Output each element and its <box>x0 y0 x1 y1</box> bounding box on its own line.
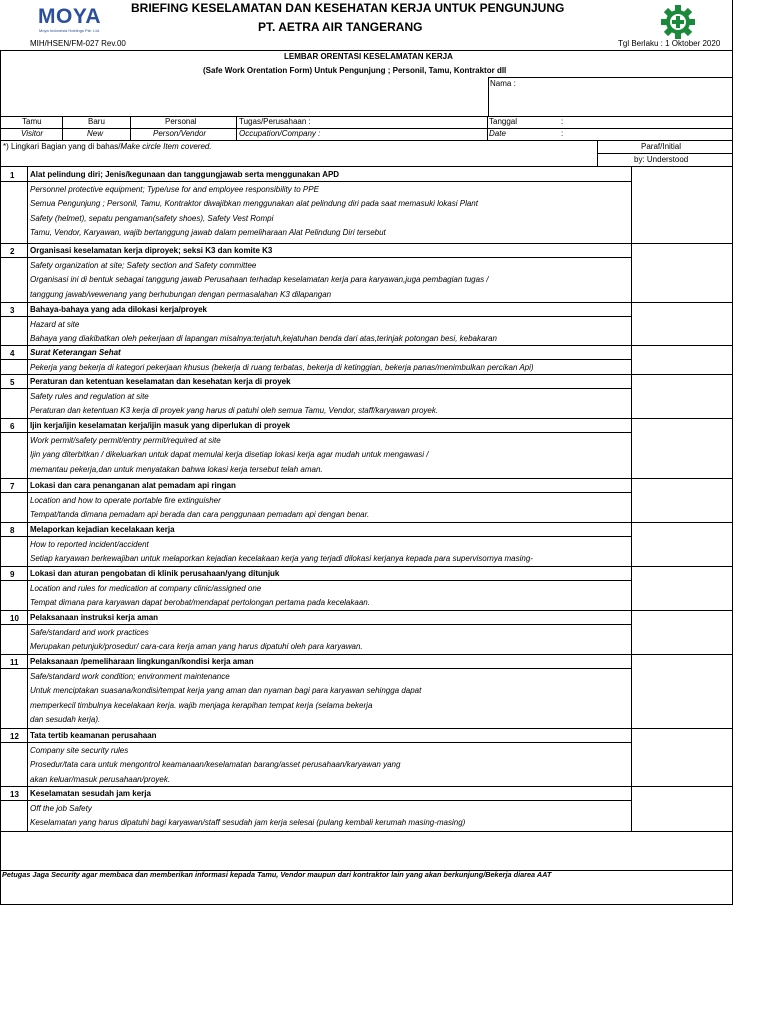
item-description-line: Organisasi ini di bentuk sebagai tanggung jawab Perusahaan terhadap keselamatan kerja para karyawan,juga pembagian tugas / <box>30 275 489 285</box>
date-colon-2: : <box>561 129 564 138</box>
item-number[interactable]: 11 <box>10 658 19 667</box>
item-description-line: memperkecil timbulnya kecelakaan kerja. wajib menjaga kerapihan tempat kerja (selama bekerja <box>30 700 373 710</box>
initial-box[interactable] <box>632 478 732 522</box>
initial-box[interactable] <box>632 418 732 478</box>
paraf-label: Paraf/Initial <box>641 142 682 151</box>
item-number[interactable]: 12 <box>10 732 19 741</box>
category-baru[interactable]: Baru <box>88 117 105 126</box>
item-number[interactable]: 8 <box>10 526 15 535</box>
item-description-line: Tamu, Vendor, Karyawan, wajib bertanggung jawab dalam pemeliharaan Alat Pelindung Diri tersebut <box>30 228 386 238</box>
footer-note: Petugas Jaga Security agar membaca dan memberikan informasi kepada Tamu, Vendor maupun dari kontraktor lain yang akan berkunjung/Bekerja diarea AAT <box>2 870 552 879</box>
item-description-line: Bahaya yang diakibatkan oleh pekerjaan di lapangan misalnya:terjatuh,kejatuhan benda dari atas,terinjak potongan besi, kebakaran <box>30 334 497 344</box>
item-number[interactable]: 6 <box>10 422 15 431</box>
item-description-line: Company site security rules <box>30 745 129 755</box>
item-description-line: Ijin yang diterbitkan / dikeluarkan untuk dapat memulai kerja disetiap lokasi kerja agar mudah untuk mengawasi / <box>30 450 429 460</box>
effective-date: Tgl Berlaku : 1 Oktober 2020 <box>618 39 721 48</box>
item-title: Tata tertib keamanan perusahaan <box>30 731 157 740</box>
item-title: Pelaksanaan instruksi kerja aman <box>30 613 159 622</box>
item-title: Organisasi keselamatan kerja diproyek; seksi K3 dan komite K3 <box>30 246 273 255</box>
category-personal[interactable]: Personal <box>165 117 197 126</box>
item-description-line: How to reported incident/accident <box>30 539 149 549</box>
item-description-line: Personnel protective equipment; Type/use for and employee responsibility to PPE <box>30 184 319 194</box>
company-field-label-en: Occupation/Company : <box>239 129 321 138</box>
item-description-line: dan sesudah kerja). <box>30 715 101 725</box>
initial-box[interactable] <box>632 654 732 728</box>
item-description-line: memantau pekerja,dan untuk menyatakan bahwa lokasi kerja tersebut telah aman. <box>30 464 323 474</box>
initial-box[interactable] <box>632 167 732 243</box>
item-description-line: Pekerja yang bekerja di kategori pekerjaan khusus (bekerja di ruang terbatas, bekerja di ketinggian, bekerja panas/menimbulkan percikan Api) <box>30 362 534 372</box>
form-subtitle: (Safe Work Orentation Form) Untuk Pengunjung ; Personil, Tamu, Kontraktor dll <box>203 66 507 75</box>
name-field[interactable] <box>520 78 730 116</box>
item-description-line: Safe/standard work condition; environment maintenance <box>30 671 230 681</box>
item-description-line: Hazard at site <box>30 319 80 329</box>
form-code: MIH/HSEN/FM-027 Rev.00 <box>30 39 126 48</box>
item-number[interactable]: 7 <box>10 482 15 491</box>
initial-box[interactable] <box>632 345 732 374</box>
item-number[interactable]: 4 <box>10 349 15 358</box>
company-logo-tagline: Moya Indonesia Holdings Pte. Ltd. <box>39 28 100 33</box>
initial-box[interactable] <box>632 728 732 786</box>
item-description-line: Setiap karyawan berkewajiban untuk melaporkan kejadian kecelakaan kerja yang terjadi dilokasi kerjanya kepada para supervisornya masing- <box>30 554 533 564</box>
date-label-en: Date <box>489 129 506 138</box>
item-title: Peraturan dan ketentuan keselamatan dan kesehatan kerja di proyek <box>30 377 291 386</box>
item-description-line: Keselamatan yang harus dipatuhi bagi karyawan/staff sesudah jam kerja selesai (pulang kembali kerumah masing-masing) <box>30 818 466 828</box>
item-description-line: Peraturan dan ketentuan K3 kerja di proyek yang harus di patuhi oleh semua Tamu, Vendor, staff/karyawan proyek. <box>30 406 439 416</box>
item-description-line: Safety rules and regulation at site <box>30 391 149 401</box>
item-description-line: Work permit/safety permit/entry permit/required at site <box>30 435 221 445</box>
item-description-line: Prosedur/tata cara untuk mengontrol keamanaan/keselamatan barang/asset perusahaan/karyawan yang <box>30 760 401 770</box>
initial-box[interactable] <box>632 243 732 302</box>
item-description-line: Safe/standard and work practices <box>30 627 149 637</box>
item-number[interactable]: 10 <box>10 614 19 623</box>
initial-box[interactable] <box>632 522 732 566</box>
company-logo: MOYA <box>38 5 102 28</box>
company-name: PT. AETRA AIR TANGERANG <box>258 20 423 34</box>
instruction-text: *) Lingkari Bagian yang di bahas/Make circle Item covered. <box>3 142 212 151</box>
item-title: Surat Keterangan Sehat <box>30 348 121 357</box>
item-description-line: akan keluar/masuk perusahaan/proyek. <box>30 774 171 784</box>
item-number[interactable]: 1 <box>10 171 15 180</box>
item-description-line: Safety (helmet), sepatu pengaman(safety shoes), Safety Vest Rompi <box>30 213 274 223</box>
item-number[interactable]: 5 <box>10 378 15 387</box>
category-tamu[interactable]: Tamu <box>22 117 42 126</box>
item-description-line: Tempat dimana para karyawan dapat berobat/mendapat pertolongan pertama pada kecelakaan. <box>30 598 370 608</box>
initial-box[interactable] <box>632 786 732 831</box>
page-title: BRIEFING KESELAMATAN DAN KESEHATAN KERJA UNTUK PENGUNJUNG <box>131 1 565 15</box>
category-visitor[interactable]: Visitor <box>21 129 44 138</box>
item-title: Bahaya-bahaya yang ada dilokasi kerja/proyek <box>30 305 207 314</box>
item-description-line: Off the job Safety <box>30 803 92 813</box>
item-description-line: Tempat/tanda dimana pemadam api berada dan cara penggunaan pemadam api dengan benar. <box>30 510 370 520</box>
item-title: Ijin kerja/ijin keselamatan kerja/ijin masuk yang diperlukan di proyek <box>30 421 291 430</box>
item-number[interactable]: 3 <box>10 306 15 315</box>
initial-box[interactable] <box>632 302 732 345</box>
item-description-line: tanggung jawab/wewenang yang berhubungan dengan permasalahan K3 dilapangan <box>30 289 332 299</box>
item-title: Alat pelindung diri; Jenis/kegunaan dan tanggungjawab serta menggunakan APD <box>30 170 340 179</box>
date-label-id: Tanggal <box>489 117 518 126</box>
name-field-label: Nama : <box>490 79 516 88</box>
item-title: Melaporkan kejadian kecelakaan kerja <box>30 525 175 534</box>
company-field-label: Tugas/Perusahaan : <box>239 117 311 126</box>
initial-box[interactable] <box>632 374 732 418</box>
date-colon-1: : <box>561 117 564 126</box>
item-number[interactable]: 13 <box>10 790 19 799</box>
item-number[interactable]: 2 <box>10 247 15 256</box>
item-description-line: Safety organization at site; Safety section and Safety committee <box>30 260 257 270</box>
item-description-line: Location and how to operate portable fire extinguisher <box>30 495 221 505</box>
k3-gear-icon <box>660 4 696 40</box>
item-title: Lokasi dan cara penanganan alat pemadam api ringan <box>30 481 236 490</box>
item-number[interactable]: 9 <box>10 570 15 579</box>
category-new[interactable]: New <box>87 129 104 138</box>
item-description-line: Semua Pengunjung ; Personil, Tamu, Kontraktor diwajibkan menggunakan alat pelindung diri pada saat memasuki lokasi Plant <box>30 199 478 209</box>
form-title: LEMBAR ORENTASI KESELAMATAN KERJA <box>284 52 453 61</box>
item-title: Pelaksanaan /pemeliharaan lingkungan/kondisi kerja aman <box>30 657 254 666</box>
item-title: Keselamatan sesudah jam kerja <box>30 789 151 798</box>
initial-box[interactable] <box>632 566 732 610</box>
category-person-vendor[interactable]: Person/Vendor <box>153 129 207 138</box>
item-description-line: Merupakan petunjuk/prosedur/ cara-cara kerja aman yang harus dipatuhi oleh para karyawan. <box>30 642 363 652</box>
item-description-line: Untuk menciptakan suasana/kondisi/tempat kerja yang aman dan nyaman bagi para karyawan sehingga dapat <box>30 686 422 696</box>
item-description-line: Location and rules for medication at company clinic/assigned one <box>30 583 262 593</box>
understood-label: by: Understood <box>634 155 689 164</box>
item-title: Lokasi dan aturan pengobatan di klinik perusahaan/yang ditunjuk <box>30 569 280 578</box>
initial-box[interactable] <box>632 610 732 654</box>
